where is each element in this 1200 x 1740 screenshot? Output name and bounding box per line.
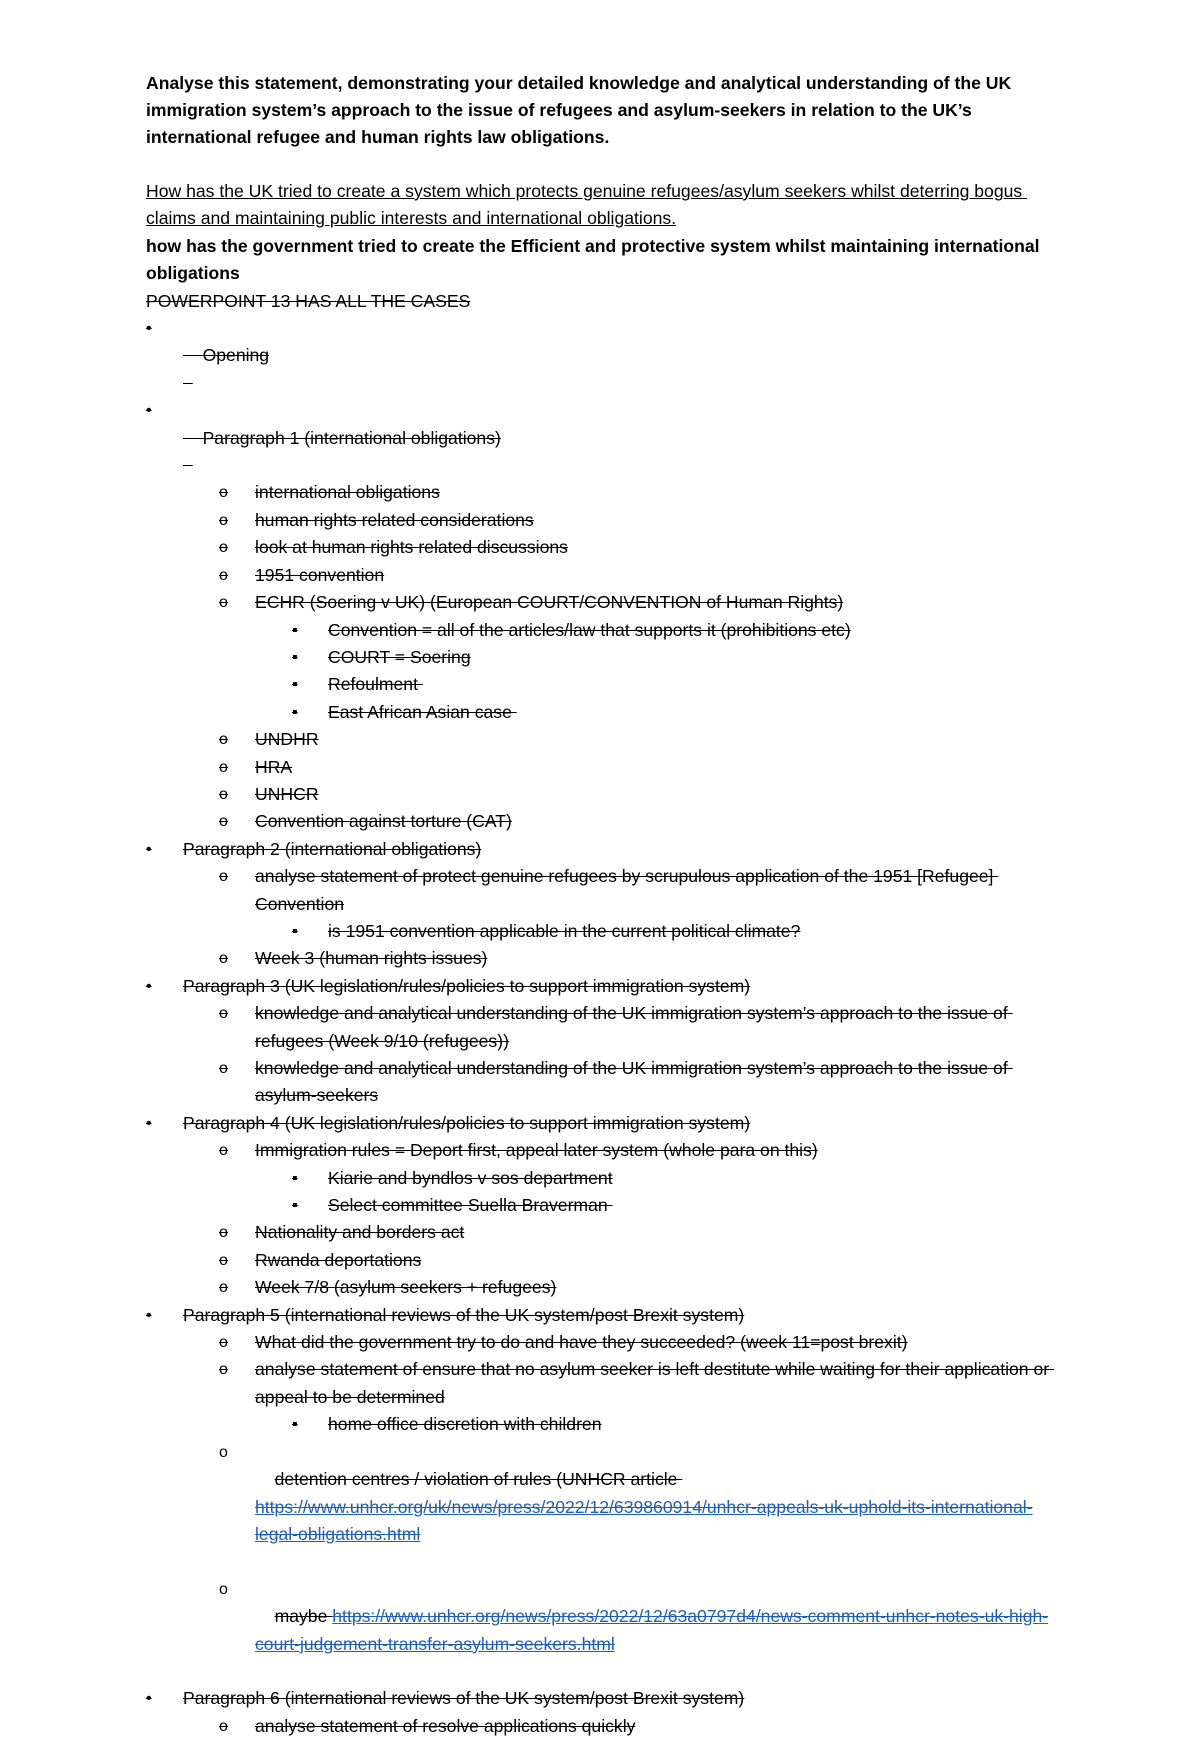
unhcr-appeal-link[interactable]: https://www.unhcr.org/uk/news/press/2022/12/639860914/unhcr-appeals-uk-uphold-its-international-legal-obligations.html xyxy=(255,1496,1033,1544)
bullet-circle: o xyxy=(219,1279,228,1297)
list-item: o Rwanda deportations xyxy=(146,1247,1050,1274)
list-item: ▪ is 1951 convention applicable in the current political climate? xyxy=(146,918,1050,945)
list-item: ▪ East African Asian case xyxy=(146,699,1050,726)
list-item: o analyse statement of protect genuine refugees by scrupulous application of the 1951 [Refugee] Convention xyxy=(146,863,1050,918)
bullet-square: ▪ xyxy=(292,1197,298,1215)
list-item: o UNHCR xyxy=(146,781,1050,808)
bullet-circle: o xyxy=(219,1580,228,1598)
list-item: o look at human rights related discussions xyxy=(146,534,1050,561)
list-item: o Week 3 (human rights issues) xyxy=(146,945,1050,972)
bullet-circle: o xyxy=(219,950,228,968)
bullet-square: ▪ xyxy=(292,676,298,694)
list-item: • Paragraph 2 (international obligations) xyxy=(146,836,1050,863)
bullet-circle: o xyxy=(219,758,228,776)
bullet-circle: o xyxy=(219,1361,228,1379)
list-item: o ECHR (Soering v UK) (European COURT/CONVENTION of Human Rights) xyxy=(146,589,1050,616)
bullet-circle: o xyxy=(219,511,228,529)
bullet-square: ▪ xyxy=(292,922,298,940)
bullet-circle: o xyxy=(219,1005,228,1023)
bullet-square: ▪ xyxy=(292,621,298,639)
bullet-circle: o xyxy=(219,1251,228,1269)
bullet-circle: o xyxy=(219,1443,228,1461)
list-item: o HRA xyxy=(146,754,1050,781)
list-item: o Immigration rules = Deport first, appeal later system (whole para on this) xyxy=(146,1137,1050,1164)
list-item: o Convention against torture (CAT) xyxy=(146,808,1050,835)
list-item: ▪ Refoulment xyxy=(146,671,1050,698)
bullet-circle: o xyxy=(219,785,228,803)
bullet-circle: o xyxy=(219,731,228,749)
bullet-disc: • xyxy=(146,1306,152,1324)
list-item: o detention centres / violation of rules (UNHCR article https://www.unhcr.org/uk/news/press/2022/12/639860914/unhcr-appeals-uk-uphold-its-international-legal-obligations.html xyxy=(146,1439,1050,1576)
bullet-disc: • xyxy=(146,1690,152,1708)
list-item: • Paragraph 6 (international reviews of the UK system/post Brexit system) xyxy=(146,1685,1050,1712)
bullet-disc: • xyxy=(146,840,152,858)
bullet-circle: o xyxy=(219,566,228,584)
bullet-square: ▪ xyxy=(292,1169,298,1187)
list-item: o What did the government try to do and have they succeeded? (week 11=post brexit) xyxy=(146,1329,1050,1356)
bullet-square: ▪ xyxy=(292,648,298,666)
bullet-square: ▪ xyxy=(292,1416,298,1434)
bullet-circle: o xyxy=(219,1060,228,1077)
unhcr-news-comment-link[interactable]: https://www.unhcr.org/news/press/2022/12/63a0797d4/news-comment-unhcr-notes-uk-high-court-judgement-transfer-asylum-seekers.html xyxy=(255,1606,1049,1654)
list-item: • Paragraph 3 (UK legislation/rules/policies to support immigration system) xyxy=(146,973,1050,1000)
list-item: ▪ Select committee Suella Braverman xyxy=(146,1192,1050,1219)
list-item: • Opening xyxy=(146,315,1050,397)
list-item: ▪ Kiarie and byndlos v sos department xyxy=(146,1165,1050,1192)
list-item: o knowledge and analytical understanding of the UK immigration system’s approach to the issue of asylum-seekers xyxy=(146,1055,1050,1110)
bullet-circle: o xyxy=(219,1334,228,1352)
list-item: o analyse statement of ensure that no asylum seeker is left destitute while waiting for their application or appeal to be determined xyxy=(146,1356,1050,1411)
bullet-disc: • xyxy=(146,977,152,995)
bullet-square: ▪ xyxy=(292,703,298,721)
bullet-circle: o xyxy=(219,1717,228,1735)
list-item: ▪ Convention = all of the articles/law that supports it (prohibitions etc) xyxy=(146,617,1050,644)
essay-heading: Analyse this statement, demonstrating your detailed knowledge and analytical understanding of the UK immigration system’s approach to the issue of refugees and asylum-seekers in relation to the UK’s international refugee and human rights law obligations. xyxy=(146,73,1012,147)
bullet-circle: o xyxy=(219,484,228,502)
list-item: o 1951 convention xyxy=(146,562,1050,589)
list-item: ▪ home office discretion with children xyxy=(146,1411,1050,1438)
list-item: o Nationality and borders act xyxy=(146,1219,1050,1246)
list-item: o UNDHR xyxy=(146,726,1050,753)
list-item: o human rights related considerations xyxy=(146,507,1050,534)
bullet-circle: o xyxy=(219,539,228,557)
note-powerpoint: POWERPOINT 13 HAS ALL THE CASES xyxy=(146,290,471,311)
bullet-circle: o xyxy=(219,1224,228,1242)
bullet-circle: o xyxy=(219,1142,228,1160)
essay-question-bold: how has the government tried to create the Efficient and protective system whilst maintaining international obligations xyxy=(146,235,1045,284)
list-item: • Paragraph 4 (UK legislation/rules/policies to support immigration system) xyxy=(146,1110,1050,1137)
bullet-circle: o xyxy=(219,868,228,886)
bullet-circle: o xyxy=(219,594,228,612)
list-item: • Paragraph 5 (international reviews of the UK system/post Brexit system) xyxy=(146,1302,1050,1329)
list-item: o maybe https://www.unhcr.org/news/press/2022/12/63a0797d4/news-comment-unhcr-notes-uk-high-court-judgement-transfer-asylum-seekers.html xyxy=(146,1576,1050,1686)
bullet-circle: o xyxy=(219,813,228,831)
bullet-disc: • xyxy=(146,320,152,338)
bullet-disc: • xyxy=(146,1114,152,1132)
list-item: o Week 7/8 (asylum seekers + refugees) xyxy=(146,1274,1050,1301)
list-item: ▪ COURT = Soering xyxy=(146,644,1050,671)
essay-question-underlined: How has the UK tried to create a system which protects genuine refugees/asylum seekers whilst deterring bogus claims and maintaining public interests and international obligations. xyxy=(146,181,1028,229)
list-item: o knowledge and analytical understanding of the UK immigration system’s approach to the issue of refugees (Week 9/10 (refugees)) xyxy=(146,1000,1050,1055)
list-item: o analyse statement of resolve applications quickly xyxy=(146,1713,1050,1740)
list-item: o international obligations xyxy=(146,479,1050,506)
bullet-disc: • xyxy=(146,402,152,420)
list-item: • Paragraph 1 (international obligations) xyxy=(146,397,1050,479)
